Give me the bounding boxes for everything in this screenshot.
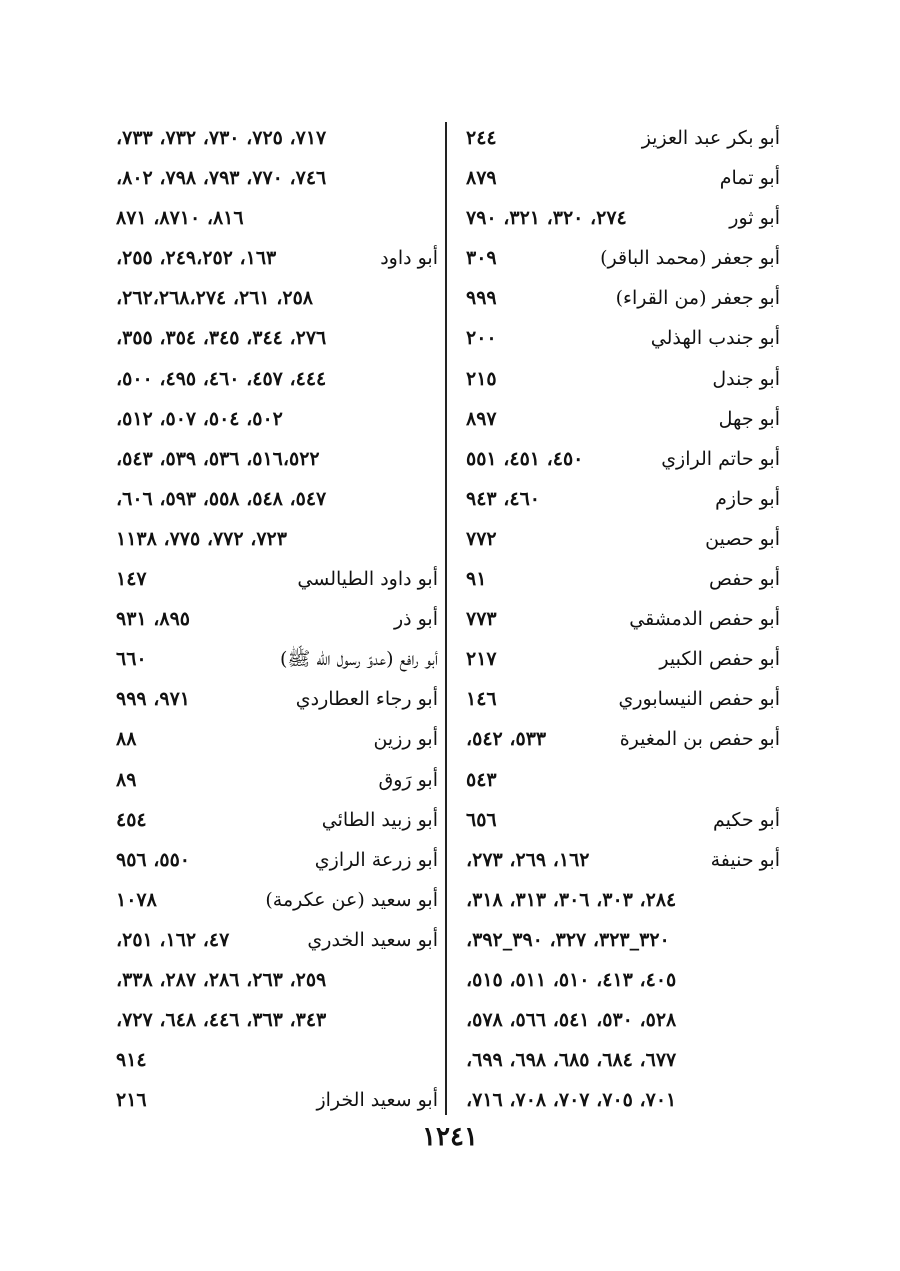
index-entry (458, 1000, 780, 1040)
index-entry (458, 479, 780, 519)
entry-pages: ٩٩٩ (466, 287, 497, 310)
index-entry (458, 359, 780, 399)
entry-name: أبو جندل (712, 367, 780, 390)
entry-name: أبو ثور (729, 207, 780, 230)
index-entry (458, 198, 780, 238)
index-entry (108, 1000, 438, 1040)
entry-pages: ٢١٥ (466, 367, 497, 390)
index-entry (458, 118, 780, 158)
index-entry (458, 679, 780, 719)
entry-pages-continued: ٧٤٦، ٧٧٠، ٧٩٣، ٧٩٨، ٨٠٢، (116, 167, 327, 190)
entry-pages-continued: ٧٠١، ٧٠٥، ٧٠٧، ٧٠٨، ٧١٦، (466, 1089, 677, 1112)
index-entry (108, 599, 438, 639)
index-entry (458, 1040, 780, 1080)
entry-name: أبو جندب الهذلي (650, 327, 780, 350)
index-entry (108, 840, 438, 880)
entry-pages: ٤٥٤ (116, 808, 147, 831)
index-entry (458, 960, 780, 1000)
entry-pages: ٤٥٠، ٤٥١، ٥٥١ (466, 447, 584, 470)
index-entry (458, 519, 780, 559)
entry-pages: ٢١٧ (466, 648, 497, 671)
index-entry (108, 639, 438, 679)
index-entry (458, 1080, 780, 1120)
right-column (458, 118, 780, 1120)
entry-pages: ٢١٦ (116, 1089, 147, 1112)
entry-pages: ٣٠٩ (466, 247, 497, 270)
page-number: ١٢٤١ (422, 1122, 478, 1152)
index-entry (108, 679, 438, 719)
entry-pages: ٥٥٠، ٩٥٦ (116, 848, 190, 871)
entry-pages: ١٠٧٨ (116, 888, 157, 911)
index-entry (458, 719, 780, 759)
index-entry (458, 559, 780, 599)
entry-pages: ٨٩ (116, 768, 137, 791)
index-entry (458, 318, 780, 358)
index-entry (108, 1040, 438, 1080)
entry-pages: ٨٨ (116, 728, 137, 751)
entry-name: أبو رافع (عدوّ رسول الله ﷺ) (279, 648, 438, 671)
entry-pages-continued: ٤٤٤، ٤٥٧، ٤٦٠، ٤٩٥، ٥٠٠، (116, 367, 327, 390)
index-entry (458, 920, 780, 960)
entry-name: أبو بكر عبد العزيز (641, 127, 780, 149)
entry-pages: ٧٧٢ (466, 527, 497, 550)
index-entry (458, 278, 780, 318)
index-entry (108, 920, 438, 960)
entry-name: أبو سعيد الخراز (316, 1089, 438, 1112)
index-entry (108, 318, 438, 358)
entry-name: أبو سعيد (عن عكرمة) (265, 888, 438, 911)
entry-pages: ٦٦٠ (116, 648, 147, 671)
entry-name: أبو حنيفة (710, 848, 780, 871)
entry-pages-continued: ٢٥٨، ٢٦١، ٢٦٢،٢٦٨،٢٧٤، (116, 287, 314, 310)
index-entry (458, 439, 780, 479)
entry-pages: ٨٧٩ (466, 167, 497, 190)
index-entry (458, 760, 780, 800)
entry-pages: ٩٧١، ٩٩٩ (116, 688, 190, 711)
index-entry (458, 399, 780, 439)
index-entry (458, 238, 780, 278)
index-entry (108, 118, 438, 158)
entry-pages-continued: ٨١٦، ٨٧١٠، ٨٧١ (116, 207, 244, 230)
index-entry (458, 840, 780, 880)
entry-pages: ٨٩٧ (466, 407, 497, 430)
entry-pages: ٦٥٦ (466, 808, 497, 831)
entry-pages-continued: ٥٤٣ (466, 768, 497, 791)
entry-name: أبو حازم (715, 487, 780, 510)
entry-pages: ٤٧، ١٦٢، ٢٥١، (116, 928, 230, 951)
entry-pages-continued: ٧٢٣، ٧٧٢، ٧٧٥، ١١٣٨ (116, 527, 287, 550)
index-entry (108, 399, 438, 439)
entry-pages: ٤٦٠، ٩٤٣ (466, 487, 540, 510)
index-entry (108, 198, 438, 238)
entry-name: أبو رَوق (378, 768, 438, 791)
entry-pages-continued: ٣٤٣، ٣٦٣، ٤٤٦، ٦٤٨، ٧٢٧، (116, 1009, 327, 1032)
entry-name: أبو حفص النيسابوري (618, 688, 780, 711)
entry-name: أبو رجاء العطاردي (295, 688, 438, 711)
index-entry (108, 238, 438, 278)
entry-pages: ٢٠٠ (466, 327, 497, 350)
index-entry (458, 158, 780, 198)
index-entry (108, 439, 438, 479)
entry-pages: ١٦٢، ٢٦٩، ٢٧٣، (466, 848, 590, 871)
entry-name: أبو داود الطيالسي (297, 568, 438, 591)
entry-name: أبو داود (380, 247, 438, 270)
entry-pages: ١٦٣، ٢٤٩،٢٥٢، ٢٥٥، (116, 247, 277, 270)
index-entry (108, 278, 438, 318)
entry-pages-continued: ٩١٤ (116, 1049, 147, 1072)
entry-name: أبو حفص (708, 568, 780, 591)
entry-pages: ١٤٦ (466, 688, 497, 711)
entry-pages-continued: ٤٠٥، ٤١٣، ٥١٠، ٥١١، ٥١٥، (466, 968, 677, 991)
entry-name: أبو جهل (718, 407, 780, 430)
index-entry (108, 960, 438, 1000)
index-entry (108, 559, 438, 599)
index-entry (108, 519, 438, 559)
entry-pages-continued: ٥٠٢، ٥٠٤، ٥٠٧، ٥١٢، (116, 407, 283, 430)
entry-name: أبو زرعة الرازي (314, 848, 438, 871)
entry-pages: ٢٤٤ (466, 127, 497, 149)
index-entry (108, 1080, 438, 1120)
index-entry (458, 599, 780, 639)
entry-name: أبو سعيد الخدري (307, 928, 438, 951)
index-entry (108, 158, 438, 198)
entry-name: أبو جعفر (من القراء) (615, 287, 780, 310)
index-entry (458, 639, 780, 679)
index-entry (458, 800, 780, 840)
column-divider (445, 122, 447, 1115)
index-entry (108, 760, 438, 800)
entry-pages-continued: ٢٥٩، ٢٦٣، ٢٨٦، ٢٨٧، ٣٣٨، (116, 968, 327, 991)
entry-pages-continued: ٦٧٧، ٦٨٤، ٦٨٥، ٦٩٨، ٦٩٩، (466, 1049, 677, 1072)
index-entry (108, 719, 438, 759)
entry-name: أبو زبيد الطائي (321, 808, 438, 831)
entry-pages: ٨٩٥، ٩٣١ (116, 608, 190, 631)
index-entry (108, 479, 438, 519)
entry-pages-continued: ٥٤٧، ٥٤٨، ٥٥٨، ٥٩٣، ٦٠٦، (116, 487, 327, 510)
entry-pages: ٥٣٣، ٥٤٢، (466, 728, 547, 751)
entry-pages-continued: ٧١٧، ٧٢٥، ٧٣٠، ٧٣٢، ٧٣٣، (116, 127, 327, 149)
entry-pages: ٧٧٣ (466, 608, 497, 631)
index-entry (458, 880, 780, 920)
entry-name: أبو ذر (393, 608, 438, 631)
entry-name: أبو جعفر (محمد الباقر) (600, 247, 780, 270)
index-entry (108, 359, 438, 399)
entry-pages-continued: ٢٧٦، ٣٤٤، ٣٤٥، ٣٥٤، ٣٥٥، (116, 327, 327, 350)
left-column (108, 118, 438, 1120)
index-entry (108, 800, 438, 840)
entry-pages-continued: ٥١٦،٥٢٢، ٥٣٦، ٥٣٩، ٥٤٣، (116, 447, 320, 470)
entry-name: أبو حكيم (712, 808, 780, 831)
entry-name: أبو حفص الكبير (659, 648, 780, 671)
entry-name: أبو حصين (705, 527, 780, 550)
entry-name: أبو رزين (373, 728, 438, 751)
entry-pages: ١٤٧ (116, 568, 147, 591)
entry-pages: ٩١ (466, 568, 487, 591)
entry-pages: ٢٧٤، ٣٢٠، ٣٢١، ٧٩٠ (466, 207, 627, 230)
entry-pages-continued: ٢٨٤، ٣٠٣، ٣٠٦، ٣١٣، ٣١٨، (466, 888, 677, 911)
entry-pages-continued: ٥٢٨، ٥٣٠، ٥٤١، ٥٦٦، ٥٧٨، (466, 1009, 677, 1032)
entry-name: أبو تمام (719, 167, 780, 190)
entry-pages-continued: ٣٢٠_٣٢٣، ٣٢٧، ٣٩٠_٣٩٢، (466, 928, 670, 951)
entry-name: أبو حفص الدمشقي (629, 608, 780, 631)
index-entry (108, 880, 438, 920)
entry-name: أبو حاتم الرازي (661, 447, 780, 470)
entry-name: أبو حفص بن المغيرة (619, 728, 780, 751)
